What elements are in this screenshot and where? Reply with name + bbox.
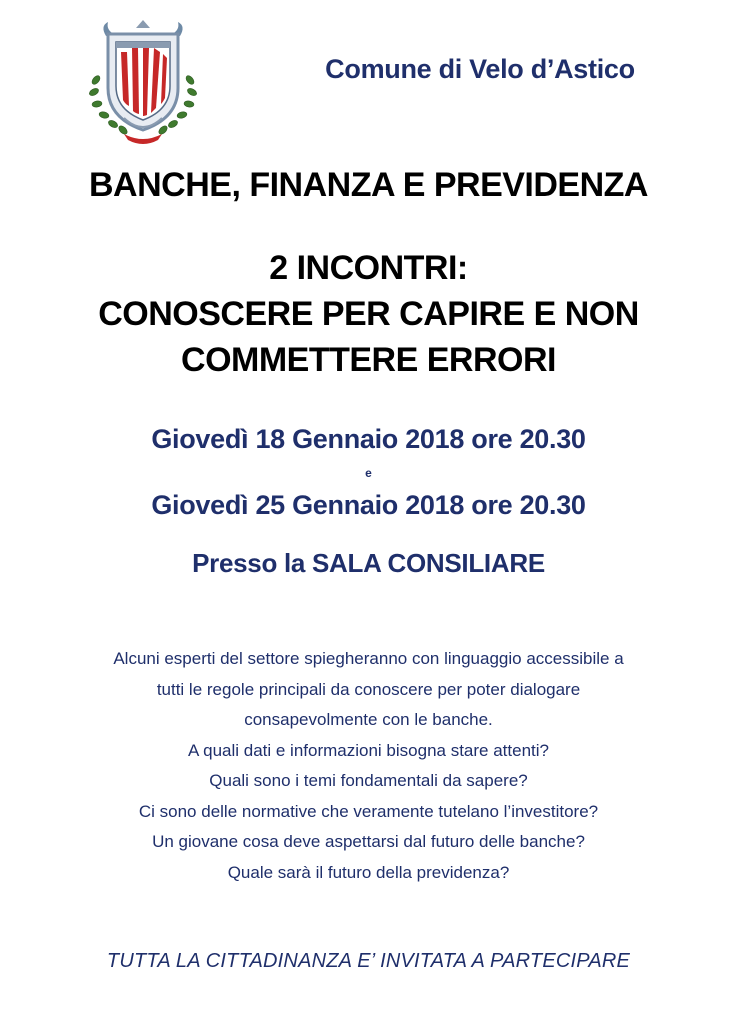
description-line: Alcuni esperti del settore spiegheranno con linguaggio accessibile a <box>113 649 624 668</box>
description-line: Quali sono i temi fondamentali da sapere? <box>209 771 528 790</box>
event-subtitle <box>0 245 737 383</box>
subtitle-line: COMMETTERE ERRORI <box>181 341 556 379</box>
description-paragraph <box>0 644 737 888</box>
date-conjunction: e <box>365 466 372 480</box>
description-line: Un giovane cosa deve aspettarsi dal futuro delle banche? <box>152 832 585 851</box>
description-line: A quali dati e informazioni bisogna stare attenti? <box>187 740 549 760</box>
description-line: Quale sarà il futuro della previdenza? <box>227 862 510 882</box>
subtitle-line: CONOSCERE PER CAPIRE E NON <box>98 295 639 333</box>
subtitle-line: 2 INCONTRI: <box>269 249 468 287</box>
description-line: Ci sono delle normative che veramente tutelano l’investitore? <box>138 801 599 821</box>
second-meeting-date: Giovedì 25 Gennaio 2018 ore 20.30 <box>151 490 586 520</box>
first-meeting-date: Giovedì 18 Gennaio 2018 ore 20.30 <box>151 424 586 454</box>
municipal-coat-of-arms-icon <box>84 18 202 148</box>
municipality-name: Comune di Velo d’Astico <box>325 54 635 84</box>
description-line: tutti le regole principali da conoscere per poter dialogare <box>156 679 581 699</box>
invitation-footer: TUTTA LA CITTADINANZA E’ INVITATA A PARTECIPARE <box>106 950 631 972</box>
description-line: consapevolmente con le banche. <box>244 710 493 729</box>
event-title: BANCHE, FINANZA E PREVIDENZA <box>89 166 648 204</box>
venue-text: Presso la SALA CONSILIARE <box>192 548 545 578</box>
